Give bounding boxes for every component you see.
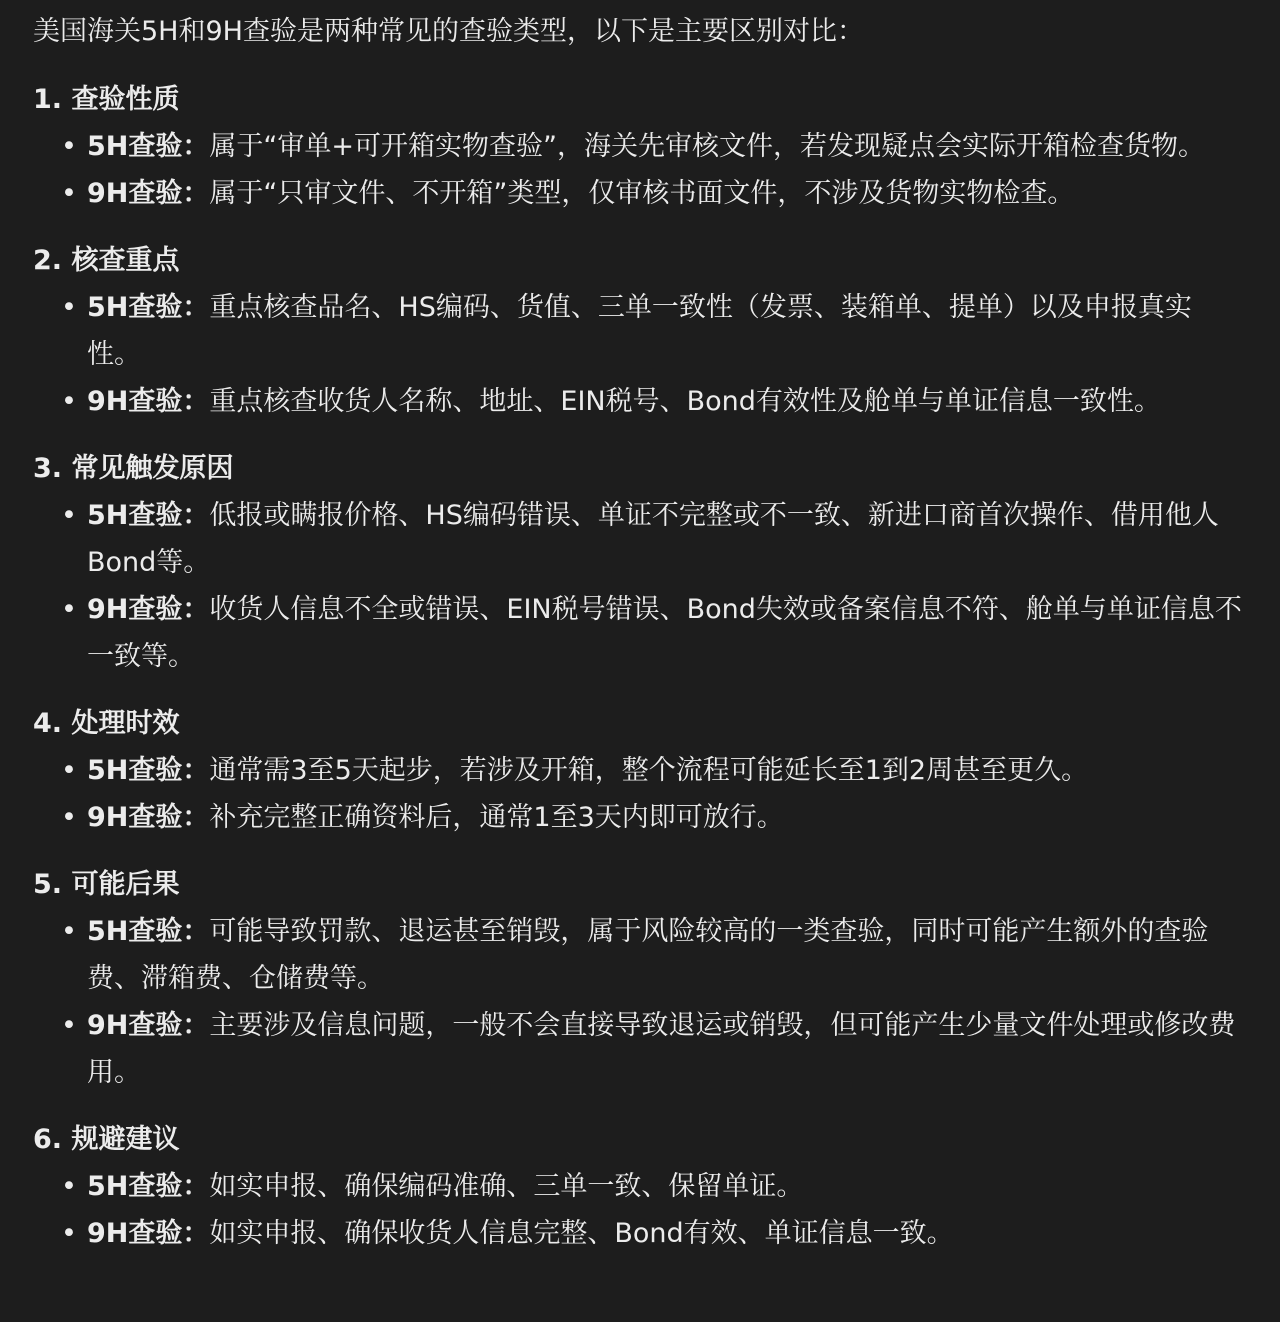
list-item [33, 1163, 1244, 1210]
item-label: 9H查验： [87, 1010, 210, 1041]
section-title: 2. 核查重点 [33, 245, 180, 276]
list-item [33, 747, 1244, 794]
item-label: 9H查验： [87, 178, 210, 209]
list-item [33, 123, 1244, 170]
item-label: 5H查验： [87, 500, 210, 531]
item-label: 9H查验： [87, 594, 210, 625]
list-item [33, 1002, 1244, 1096]
bullet-icon: • [61, 500, 77, 531]
list-item [33, 586, 1244, 680]
bullet-icon: • [61, 755, 77, 786]
item-text: 重点核查收货人名称、地址、EIN税号、Bond有效性及舱单与单证信息一致性。 [209, 386, 1161, 417]
section-title: 5. 可能后果 [33, 869, 180, 900]
item-text: 属于“审单+可开箱实物查验”，海关先审核文件，若发现疑点会实际开箱检查货物。 [209, 131, 1205, 162]
bullet-icon: • [61, 178, 77, 209]
section-title: 4. 处理时效 [33, 708, 180, 739]
list-item [33, 378, 1244, 425]
list-item [33, 170, 1244, 217]
section-trigger-reasons [33, 449, 1244, 680]
bullet-list [33, 123, 1244, 217]
section-possible-consequences [33, 865, 1244, 1096]
bullet-icon: • [61, 1010, 77, 1041]
item-text: 通常需3至5天起步，若涉及开箱，整个流程可能延长至1到2周甚至更久。 [209, 755, 1089, 786]
item-text: 收货人信息不全或错误、EIN税号错误、Bond失效或备案信息不符、舱单与单证信息不一致等。 [87, 594, 1242, 672]
section-title: 1. 查验性质 [33, 84, 180, 115]
bullet-list [33, 284, 1244, 425]
section-title: 3. 常见触发原因 [33, 453, 234, 484]
bullet-icon: • [61, 594, 77, 625]
item-text: 如实申报、确保编码准确、三单一致、保留单证。 [209, 1171, 804, 1202]
item-label: 5H查验： [87, 131, 210, 162]
bullet-icon: • [61, 1171, 77, 1202]
bullet-icon: • [61, 802, 77, 833]
bullet-list [33, 908, 1244, 1096]
list-item [33, 1210, 1244, 1257]
item-text: 重点核查品名、HS编码、货值、三单一致性（发票、装箱单、提单）以及申报真实性。 [87, 292, 1192, 370]
item-label: 9H查验： [87, 802, 210, 833]
bullet-icon: • [61, 131, 77, 162]
section-check-focus [33, 241, 1244, 425]
item-text: 属于“只审文件、不开箱”类型，仅审核书面文件，不涉及货物实物检查。 [209, 178, 1075, 209]
list-item [33, 492, 1244, 586]
list-item [33, 908, 1244, 1002]
item-label: 5H查验： [87, 292, 210, 323]
item-text: 如实申报、确保收货人信息完整、Bond有效、单证信息一致。 [209, 1218, 954, 1249]
section-avoidance-advice [33, 1120, 1244, 1257]
bullet-icon: • [61, 386, 77, 417]
bullet-list [33, 1163, 1244, 1257]
bullet-icon: • [61, 292, 77, 323]
bullet-list [33, 492, 1244, 680]
intro-text: 美国海关5H和9H查验是两种常见的查验类型，以下是主要区别对比： [33, 16, 864, 47]
item-label: 9H查验： [87, 1218, 210, 1249]
item-text: 补充完整正确资料后，通常1至3天内即可放行。 [209, 802, 784, 833]
list-item [33, 284, 1244, 378]
item-label: 5H查验： [87, 755, 210, 786]
item-text: 可能导致罚款、退运甚至销毁，属于风险较高的一类查验，同时可能产生额外的查验费、滞箱费、仓储费等。 [87, 916, 1209, 994]
item-label: 9H查验： [87, 386, 210, 417]
bullet-icon: • [61, 1218, 77, 1249]
bullet-list [33, 747, 1244, 841]
list-item [33, 794, 1244, 841]
section-title: 6. 规避建议 [33, 1124, 180, 1155]
item-text: 低报或瞒报价格、HS编码错误、单证不完整或不一致、新进口商首次操作、借用他人Bond等。 [87, 500, 1219, 578]
item-text: 主要涉及信息问题，一般不会直接导致退运或销毁，但可能产生少量文件处理或修改费用。 [87, 1010, 1236, 1088]
item-label: 5H查验： [87, 1171, 210, 1202]
item-label: 5H查验： [87, 916, 210, 947]
section-inspection-nature [33, 80, 1244, 217]
bullet-icon: • [61, 916, 77, 947]
section-processing-time [33, 704, 1244, 841]
